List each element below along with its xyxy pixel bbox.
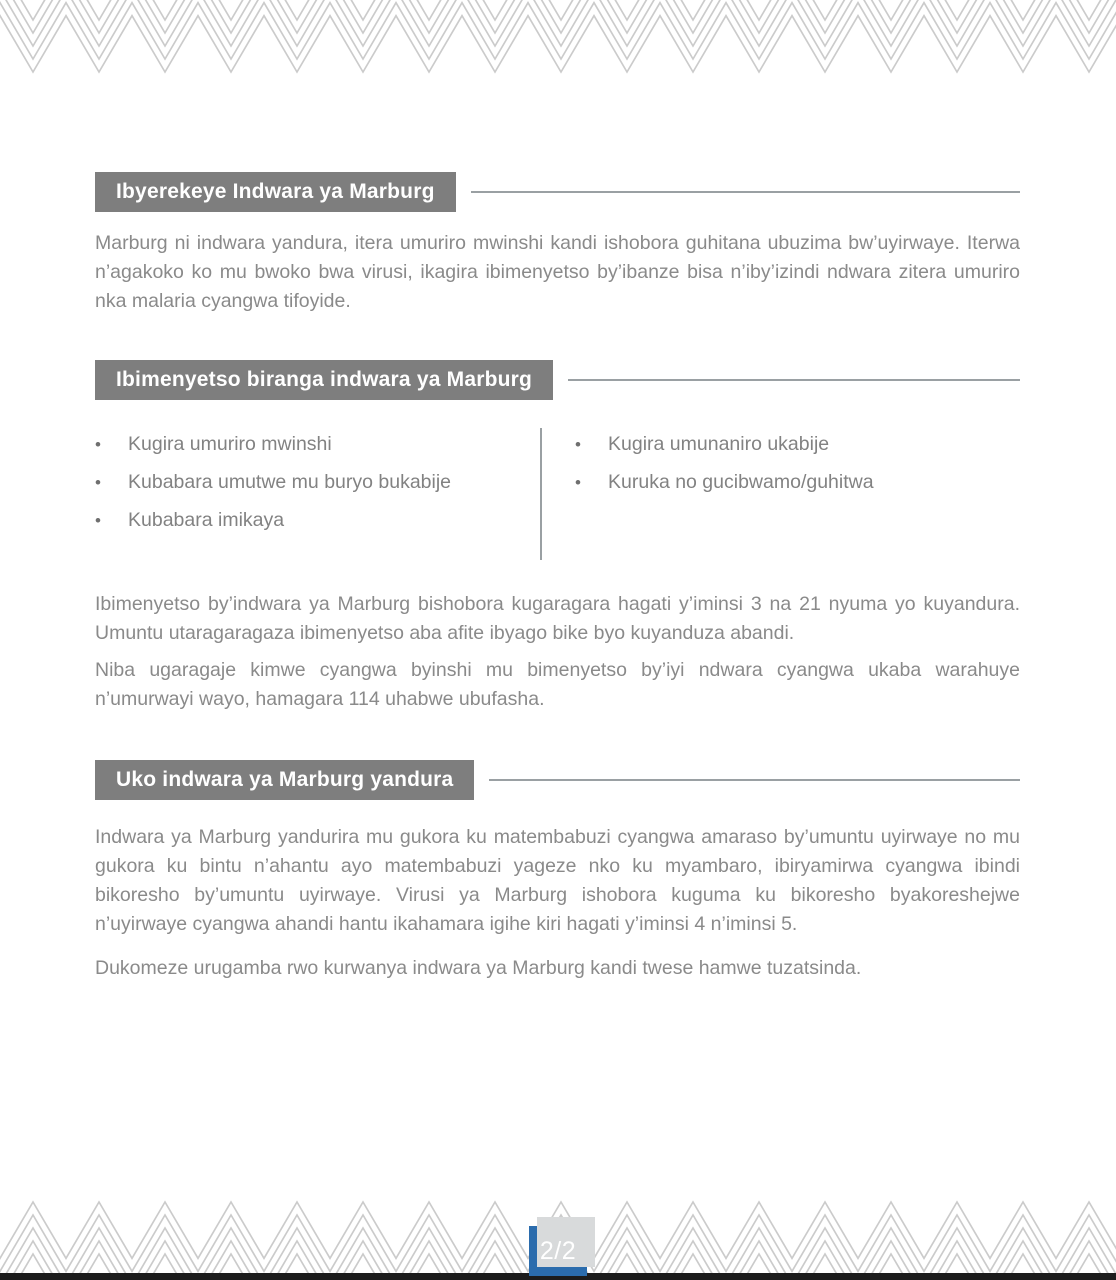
symptom-list-left (95, 428, 540, 560)
paragraph-transmission: Indwara ya Marburg yandurira mu gukora ku matembabuzi cyangwa amaraso by’umuntu uyirwaye no mu gukora ku bintu n’ahantu ayo matembabuzi yageze nko ku myambaro, ibiryamirwa cyangwa ibindi bikoresho by’umuntu uyirwaye. Virusi ya Marburg ishobora kuguma ku bikoresho byakoreshejwe n’uyirwaye cyangwa ahandi hantu ikahamara igihe kiri hagati y’iminsi 4 n’iminsi 5. (95, 826, 1020, 935)
list-item (95, 506, 540, 535)
list-item-label: Kugira umunaniro ukabije (608, 433, 830, 455)
section-rule (489, 779, 1020, 781)
section-title: Ibyerekeye Indwara ya Marburg (95, 172, 456, 212)
list-item-label: Kubabara imikaya (128, 509, 285, 531)
content-area (95, 0, 1020, 983)
section-header (95, 360, 1020, 400)
list-item (95, 430, 540, 459)
paragraph-incubation: Ibimenyetso by’indwara ya Marburg bishobora kugaragara hagati y’iminsi 3 na 21 nyuma yo kuyandura. Umuntu utaragaragaza ibimenyetso aba afite ibyago bike byo kuyanduza abandi. (95, 593, 1020, 644)
section-header (95, 760, 1020, 800)
symptom-columns (95, 428, 1020, 560)
list-item (575, 468, 1020, 497)
section-title: Ibimenyetso biranga indwara ya Marburg (95, 360, 553, 400)
bullet-icon: • (95, 435, 101, 454)
section-header (95, 172, 1020, 212)
list-item-label: Kuruka no gucibwamo/guhitwa (608, 471, 874, 493)
list-item (575, 430, 1020, 459)
section-rule (471, 191, 1020, 193)
section-about-marburg (95, 172, 1020, 316)
bullet-icon: • (575, 473, 581, 492)
list-item (95, 468, 540, 497)
section-title: Uko indwara ya Marburg yandura (95, 760, 474, 800)
page-number-badge: 2/2 (529, 1226, 587, 1276)
section-transmission (95, 760, 1020, 983)
paragraph-call-114: Niba ugaragaje kimwe cyangwa byinshi mu bimenyetso by’iyi ndwara cyangwa ukaba warahuye n’umurwayi wayo, hamagara 114 uhabwe ubufasha. (95, 659, 1020, 710)
bullet-icon: • (95, 511, 101, 530)
symptom-list-right (542, 428, 1020, 560)
list-item-label: Kubabara umutwe mu buryo bukabije (128, 471, 452, 493)
section-symptoms (95, 360, 1020, 714)
section-rule (568, 379, 1020, 381)
paragraph-closing: Dukomeze urugamba rwo kurwanya indwara ya Marburg kandi twese hamwe tuzatsinda. (95, 957, 862, 979)
list-item-label: Kugira umuriro mwinshi (128, 433, 332, 455)
bullet-icon: • (95, 473, 101, 492)
paragraph-intro: Marburg ni indwara yandura, itera umuriro mwinshi kandi ishobora guhitana ubuzima bw’uyirwaye. Iterwa n’agakoko ko mu bwoko bwa virusi, ikagira ibimenyetso by’ibanze bisa n’iby’izindi ndwara zitera umuriro nka malaria cyangwa tifoyide. (95, 232, 1020, 312)
bullet-icon: • (575, 435, 581, 454)
